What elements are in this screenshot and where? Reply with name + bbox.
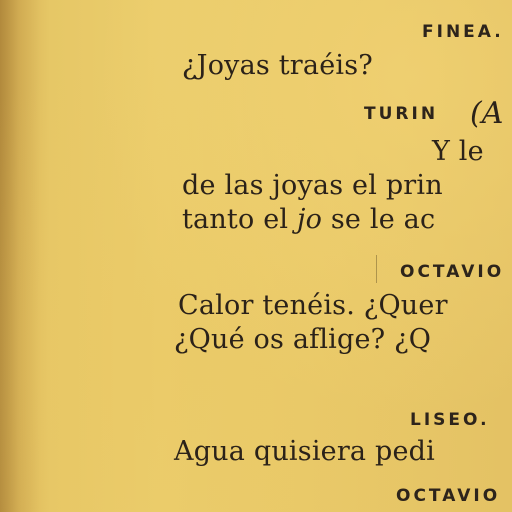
speaker-finea: FINEA. [422,22,504,42]
verse-line: ¿Joyas traéis? [182,50,373,81]
speaker-octavio: OCTAVIO [400,262,505,282]
verse-line [182,204,435,235]
verse-text: tanto el [182,204,298,235]
verse-line: ¿Qué os aflige? ¿Q [174,324,432,355]
speaker-liseo: LISEO. [410,410,490,430]
verse-italic-text: jo [297,204,323,235]
verse-line: de las joyas el prin [182,170,443,201]
verse-text: se le ac [322,204,436,235]
page-gutter-shadow [0,0,40,512]
verse-line: Agua quisiera pedi [174,436,435,467]
speaker-turin: TURIN [364,104,439,124]
speaker-octavio: OCTAVIO [396,486,501,506]
print-mark [376,255,377,283]
verse-line: Y le [432,136,484,167]
stage-direction: (A [470,96,504,131]
verse-line: Calor tenéis. ¿Quer [178,290,448,321]
